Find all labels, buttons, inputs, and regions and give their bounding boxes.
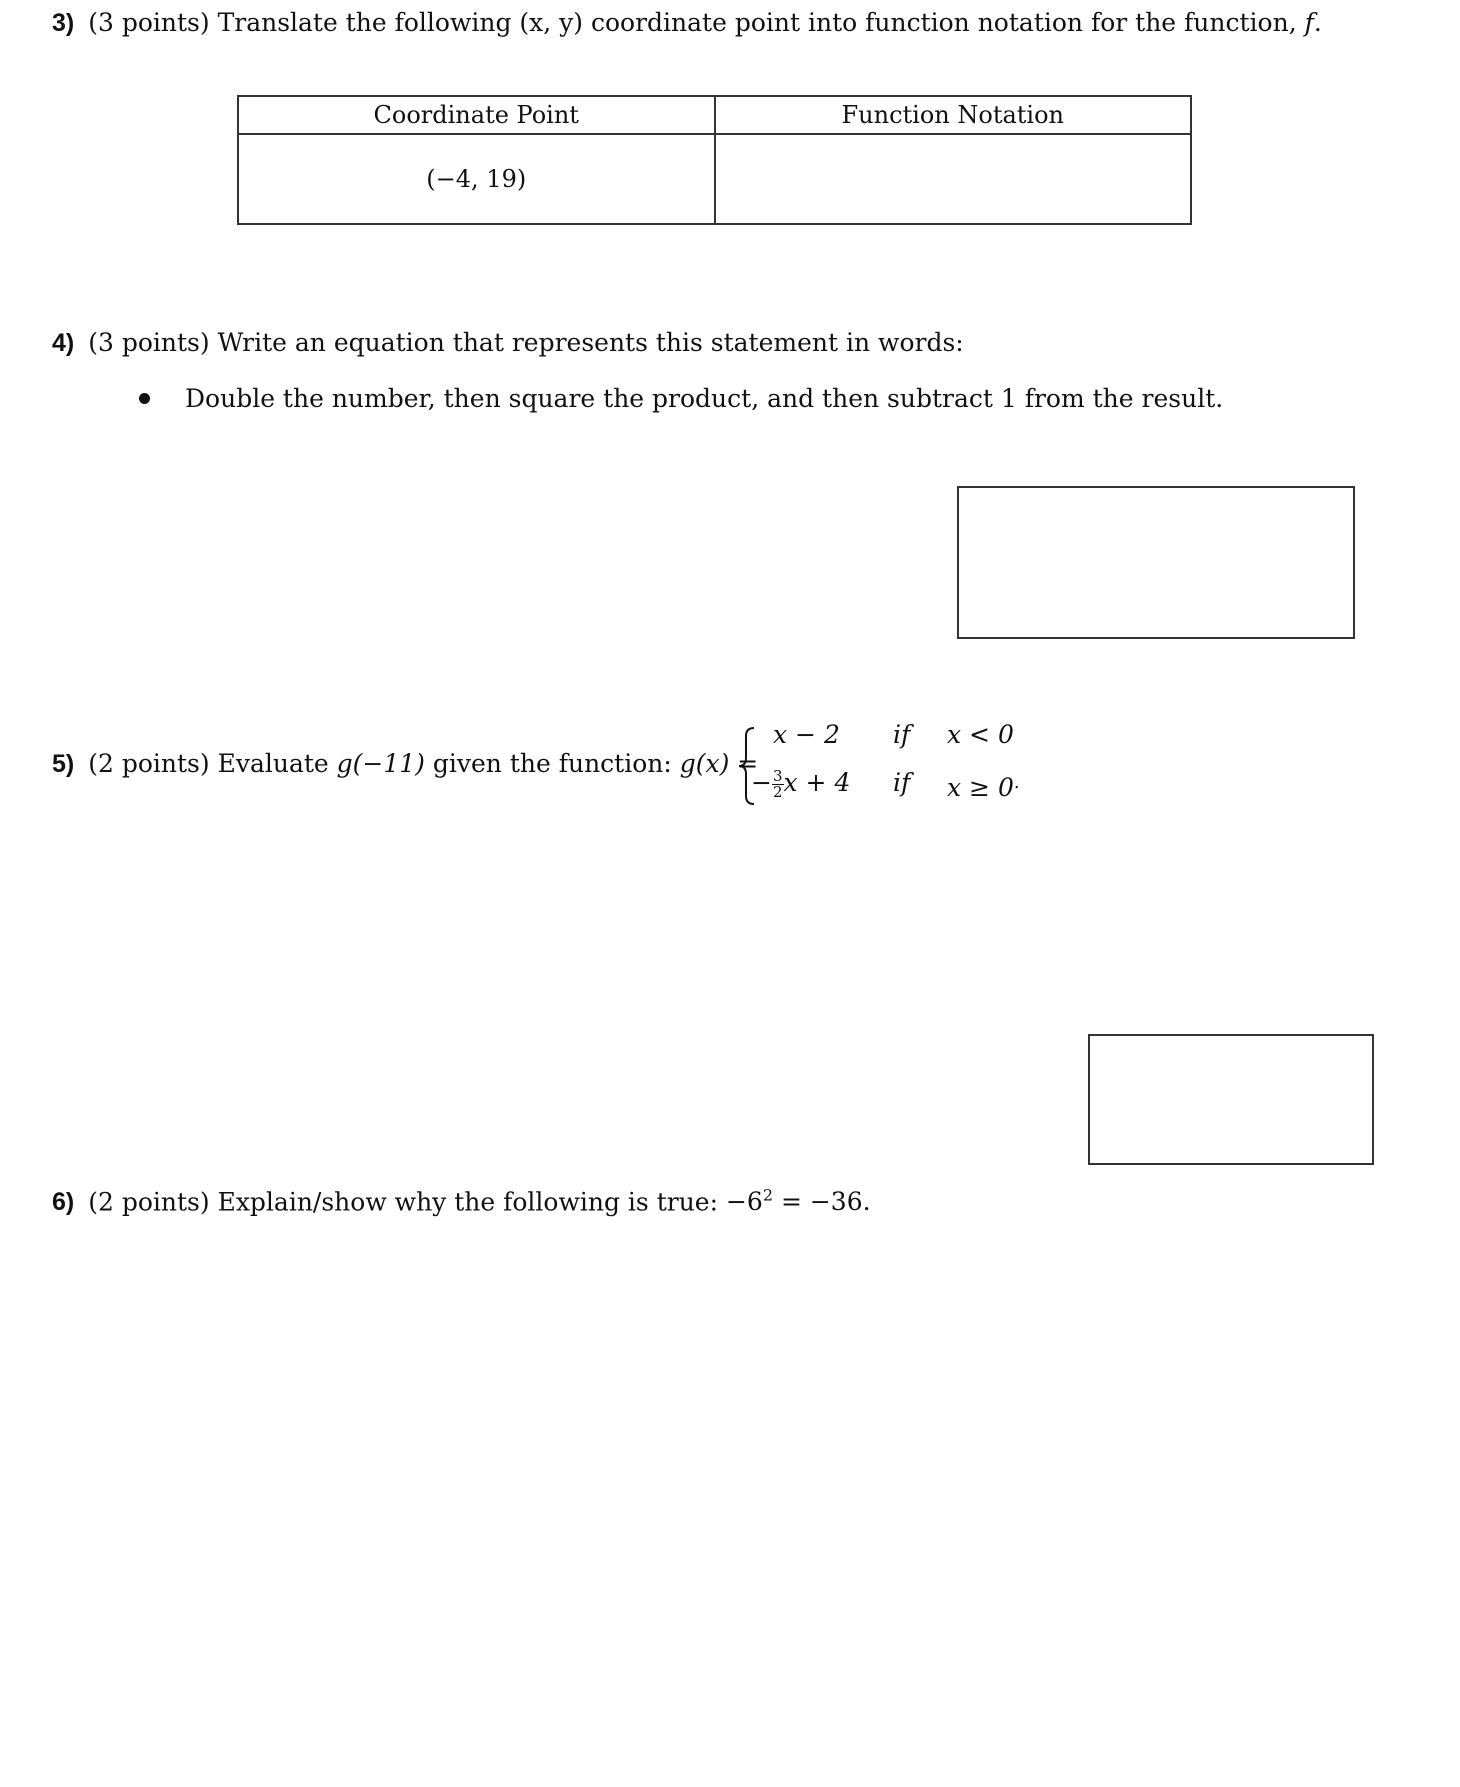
- question-number: 3): [52, 9, 75, 37]
- question-number: 5): [52, 750, 75, 778]
- answer-box-q5[interactable]: [1088, 1034, 1374, 1165]
- math-function: g(x) =: [679, 749, 759, 778]
- header-coordinate-point: Coordinate Point: [238, 96, 715, 134]
- math-xy: (x, y): [519, 8, 584, 37]
- question-prompt: (2 points) Explain/show why the following is true: $-6^2 = -36$.: [88, 1186, 871, 1217]
- question-prompt: (2 points) Evaluate g(−11) given the function: g(x) =: [88, 749, 759, 778]
- case-2-expression: − $\frac{3}{2}$ x + 4: [751, 767, 851, 801]
- cell-function-notation-answer[interactable]: [715, 134, 1192, 224]
- question-4: [52, 328, 964, 358]
- question-6: [52, 1181, 871, 1217]
- question-prompt: (3 points) Write an equation that represents this statement in words:: [88, 328, 964, 357]
- question-3: [52, 8, 1322, 38]
- case-2-condition: x ≥ 0.: [947, 772, 1020, 802]
- answer-box-q4[interactable]: [957, 486, 1355, 639]
- case-1-if: if: [893, 720, 911, 749]
- math-f: f: [1304, 8, 1314, 37]
- question-5: [52, 749, 758, 779]
- bullet-icon: [139, 393, 150, 404]
- case-1-expression: x − 2: [773, 720, 840, 749]
- case-2-if: if: [893, 768, 911, 797]
- case-1-condition: x < 0: [947, 720, 1014, 749]
- math-evaluate: g(−11): [336, 749, 425, 778]
- question-prompt: (3 points) Translate the following (x, y) coordinate point into function notation for the function, f.: [88, 8, 1322, 37]
- cell-coordinate-point: (−4, 19): [238, 134, 715, 224]
- coordinate-function-table: [237, 95, 1192, 225]
- question-number: 6): [52, 1188, 75, 1217]
- header-function-notation: Function Notation: [715, 96, 1192, 134]
- fraction: $\frac{3}{2}$: [772, 767, 783, 801]
- question-number: 4): [52, 329, 75, 357]
- math-expression: $-6^2 = -36$.: [725, 1186, 871, 1217]
- bullet-statement: Double the number, then square the product, and then subtract 1 from the result.: [185, 384, 1224, 413]
